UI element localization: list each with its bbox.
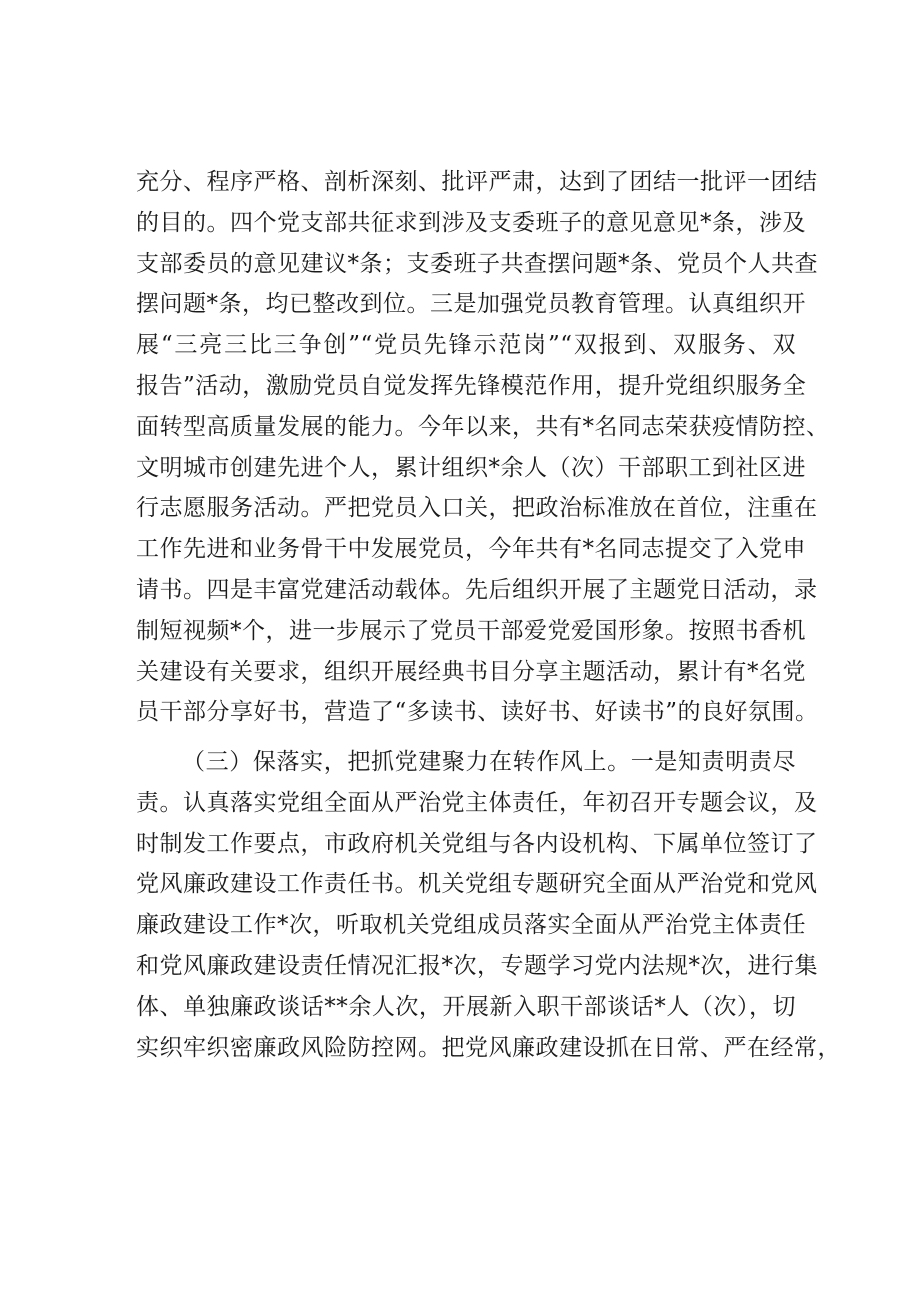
paragraph-1-line: 面转型高质量发展的能力。今年以来，共有*名同志荣获疫情防控、 xyxy=(136,413,830,440)
paragraph-1-line: 关建设有关要求，组织开展经典书目分享主题活动，累计有*名党 xyxy=(136,658,806,685)
paragraph-2-line: 实织牢织密廉政风险防控网。把党风廉政建设抓在日常、严在经常， xyxy=(136,1034,841,1061)
paragraph-1-line: 制短视频*个，进一步展示了党员干部爱党爱国形象。按照书香机 xyxy=(136,617,806,644)
paragraph-1-line: 支部委员的意见建议*条；支委班子共查摆问题*条、党员个人共查 xyxy=(136,250,818,277)
paragraph-1-line: 摆问题*条，均已整改到位。三是加强党员教育管理。认真组织开 xyxy=(136,291,806,318)
paragraph-1-line: 报告”活动，激励党员自觉发挥先锋模范作用，提升党组织服务全 xyxy=(136,372,807,399)
paragraph-2-line: 责。认真落实党组全面从严治党主体责任，年初召开专题会议，及 xyxy=(136,789,818,816)
paragraph-1-line: 员干部分享好书，营造了“多读书、读好书、好读书”的良好氛围。 xyxy=(136,699,819,726)
paragraph-2-line: 党风廉政建设工作责任书。机关党组专题研究全面从严治党和党风 xyxy=(136,871,818,898)
paragraph-1-line: 行志愿服务活动。严把党员入口关，把政治标准放在首位，注重在 xyxy=(136,495,818,522)
paragraph-2 xyxy=(136,742,841,1068)
paragraph-1-line: 的目的。四个党支部共征求到涉及支委班子的意见意见*条，涉及 xyxy=(136,209,806,236)
paragraph-2-line: 和党风廉政建设责任情况汇报*次，专题学习党内法规*次，进行集 xyxy=(136,952,818,979)
paragraph-1-line: 展“三亮三比三争创”“党员先锋示范岗”“双报到、双服务、双 xyxy=(136,332,796,359)
section-heading-line: （三）保落实，把抓党建聚力在转作风上。一是知责明责尽 xyxy=(182,749,796,775)
paragraph-2-line: 时制发工作要点，市政府机关党组与各内设机构、下属单位签订了 xyxy=(136,830,818,857)
paragraph-1 xyxy=(136,162,830,733)
paragraph-2-line: 体、单独廉政谈话**余人次，开展新入职干部谈话*人（次），切 xyxy=(136,993,796,1020)
paragraph-2-line: 廉政建设工作*次，听取机关党组成员落实全面从严治党主体责任 xyxy=(136,912,806,939)
paragraph-1-line: 文明城市创建先进个人，累计组织*余人（次）干部职工到社区进 xyxy=(136,454,806,481)
paragraph-1-line: 充分、程序严格、剖析深刻、批评严肃，达到了团结一批评一团结 xyxy=(136,169,818,195)
paragraph-1-line: 请书。四是丰富党建活动载体。先后组织开展了主题党日活动，录 xyxy=(136,576,818,603)
paragraph-1-line: 工作先进和业务骨干中发展党员，今年共有*名同志提交了入党申 xyxy=(136,536,806,563)
